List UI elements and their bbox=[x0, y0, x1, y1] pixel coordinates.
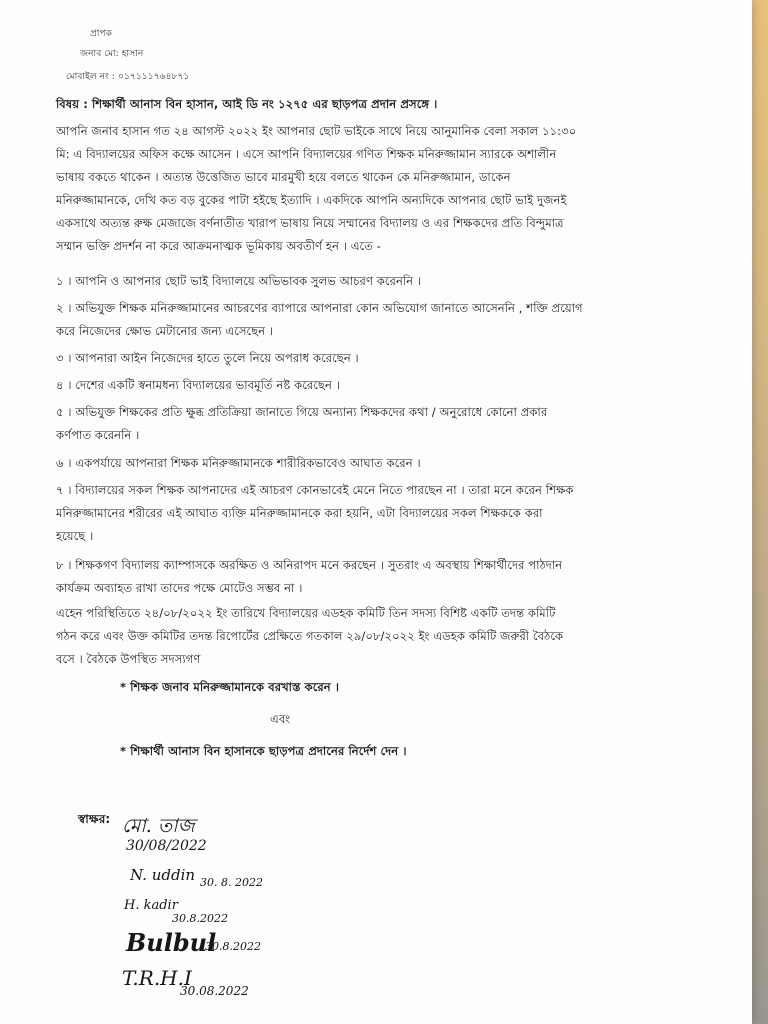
recipient-mobile: মোবাইল নং : ০১৭১১১৭৬৪৮৭১ bbox=[66, 72, 190, 82]
body-line: মনিরুজ্জামানকে, দেখি কত বড় বুকের পাটা হইছে ইত্যাদি । একদিকে আপনি অন্যদিকে আপনার ছোট ভাই দুজনই bbox=[56, 193, 567, 207]
conclusion-line: এহেন পরিস্থিতিতে ২৪/০৮/২০২২ ইং তারিখে বিদ্যালয়ের এডহক কমিটি তিন সদস্য বিশিষ্ট একটি তদন্ত কমিটি bbox=[56, 606, 556, 620]
signature-label: স্বাক্ষর: bbox=[78, 812, 111, 826]
decision-issue-clearance: * শিক্ষার্থী আনাস বিন হাসানকে ছাড়পত্র প্রদানের নির্দেশ দেন । bbox=[120, 744, 407, 758]
conclusion-line: গঠন করে এবং উক্ত কমিটির তদন্ত রিপোর্টের প্রেক্ষিতে গতকাল ২৯/০৮/২০২২ ইং এডহক কমিটি জরুরী বৈঠকে bbox=[56, 629, 564, 643]
point-2-cont: করে নিজেদের ক্ষোভ মেটানোর জন্য এসেছেন । bbox=[56, 324, 274, 338]
point-7-cont: মনিরুজ্জামানের শরীরের এই আঘাত ব্যক্তি মনিরুজ্জামানকে করা হয়নি, এটা বিদ্যালয়ের সকল শিক্ষককে করা bbox=[56, 506, 543, 520]
signature-2-date: 30. 8. 2022 bbox=[200, 876, 263, 889]
decision-connector: এবং bbox=[270, 712, 291, 726]
point-5-cont: কর্ণপাত করেননি । bbox=[56, 428, 140, 442]
recipient-name: জনাব মো: হাসান bbox=[80, 49, 144, 59]
point-1: ১ । আপনি ও আপনার ছোট ভাই বিদ্যালয়ে অভিভাবক সুলভ আচরণ করেননি । bbox=[56, 274, 422, 288]
body-line: একসাথে অত্যন্ত রুক্ষ মেজাজে বর্ণনাতীত খারাপ ভাষায় নিয়ে সম্মানের বিদ্যালয় ও এর শিক্ষকদের প্রতি বিন্দুমাত্র bbox=[56, 216, 564, 230]
point-8: ৮ । শিক্ষকগণ বিদ্যালয় ক্যাম্পাসকে অরক্ষিত ও অনিরাপদ মনে করছেন । সুতরাং এ অবস্থায় শিক্ষার্থীদের পাঠদান bbox=[56, 558, 563, 572]
point-3: ৩ । আপনারা আইন নিজেদের হাতে তুলে নিয়ে অপরাধ করেছেন । bbox=[56, 351, 359, 365]
signature-3-date: 30.8.2022 bbox=[172, 912, 228, 925]
point-5: ৫ । অভিযুক্ত শিক্ষকের প্রতি ক্ষুব্ধ প্রতিক্রিয়া জানাতে গিয়ে অন্যান্য শিক্ষকদের কথা / অনুরোধে কোনো প্রকার bbox=[56, 405, 548, 419]
signature-2: N. uddin bbox=[130, 866, 196, 884]
signature-1: মো. তাজ bbox=[122, 815, 195, 837]
subject-line: বিষয় : শিক্ষার্থী আনাস বিন হাসান, আই ডি নং ১২৭৫ এর ছাড়পত্র প্রদান প্রসঙ্গে । bbox=[56, 97, 438, 111]
signature-4: Bulbul bbox=[126, 928, 217, 957]
point-4: ৪ । দেশের একটি স্বনামধন্য বিদ্যালয়ের ভাবমূর্তি নষ্ট করেছেন । bbox=[56, 378, 340, 392]
signature-1-date: 30/08/2022 bbox=[126, 838, 207, 854]
body-line: মি: এ বিদ্যালয়ের অফিস কক্ষে আসেন । এসে আপনি বিদ্যালয়ের গণিত শিক্ষক মনিরুজ্জামান স্যারকে অশালীন bbox=[56, 147, 557, 161]
recipient-label: প্রাপক bbox=[90, 29, 113, 39]
body-line: ভাষায় বকতে থাকেন । অত্যন্ত উত্তেজিত ভাবে মারমুখী হয়ে বলতে থাকেন কে মনিরুজ্জামান, ডাকেন bbox=[56, 170, 511, 184]
signature-5: T.R.H.I bbox=[122, 966, 192, 990]
body-line: আপনি জনাব হাসান গত ২৪ আগস্ট ২০২২ ইং আপনার ছোট ভাইকে সাথে নিয়ে আনুমানিক বেলা সকাল ১১:৩০ bbox=[56, 124, 577, 138]
point-7: ৭ । বিদ্যালয়ের সকল শিক্ষক আপনাদের এই আচরণ কোনভাবেই মেনে নিতে পারছেন না । তারা মনে করেন শিক্ষক bbox=[56, 483, 574, 497]
body-line: সম্মান ভক্তি প্রদর্শন না করে আক্রমনাত্মক ভূমিকায় অবতীর্ণ হন । এতে - bbox=[56, 239, 381, 253]
signature-4-date: 30.8.2022 bbox=[205, 940, 261, 953]
signature-5-date: 30.08.2022 bbox=[180, 984, 249, 998]
conclusion-line: বসে । বৈঠকে উপস্থিত সদস্যগণ bbox=[56, 652, 201, 666]
point-8-cont: কার্যক্রম অব্যাহত রাখা তাদের পক্ষে মোটেও সম্ভব না । bbox=[56, 581, 303, 595]
signature-3: H. kadir bbox=[124, 898, 178, 913]
decision-dismiss-teacher: * শিক্ষক জনাব মনিরুজ্জামানকে বরখাস্ত করেন । bbox=[120, 680, 340, 694]
point-2: ২ । অভিযুক্ত শিক্ষক মনিরুজ্জামানের আচরণের ব্যাপারে আপনারা কোন অভিযোগ জানাতে আসেননি , শক্তি প্রয়োগ bbox=[56, 301, 583, 315]
point-6: ৬ । একপর্যায়ে আপনারা শিক্ষক মনিরুজ্জামানকে শারীরিকভাবেও আঘাত করেন । bbox=[56, 456, 421, 470]
point-7-cont2: হয়েছে । bbox=[56, 529, 94, 543]
